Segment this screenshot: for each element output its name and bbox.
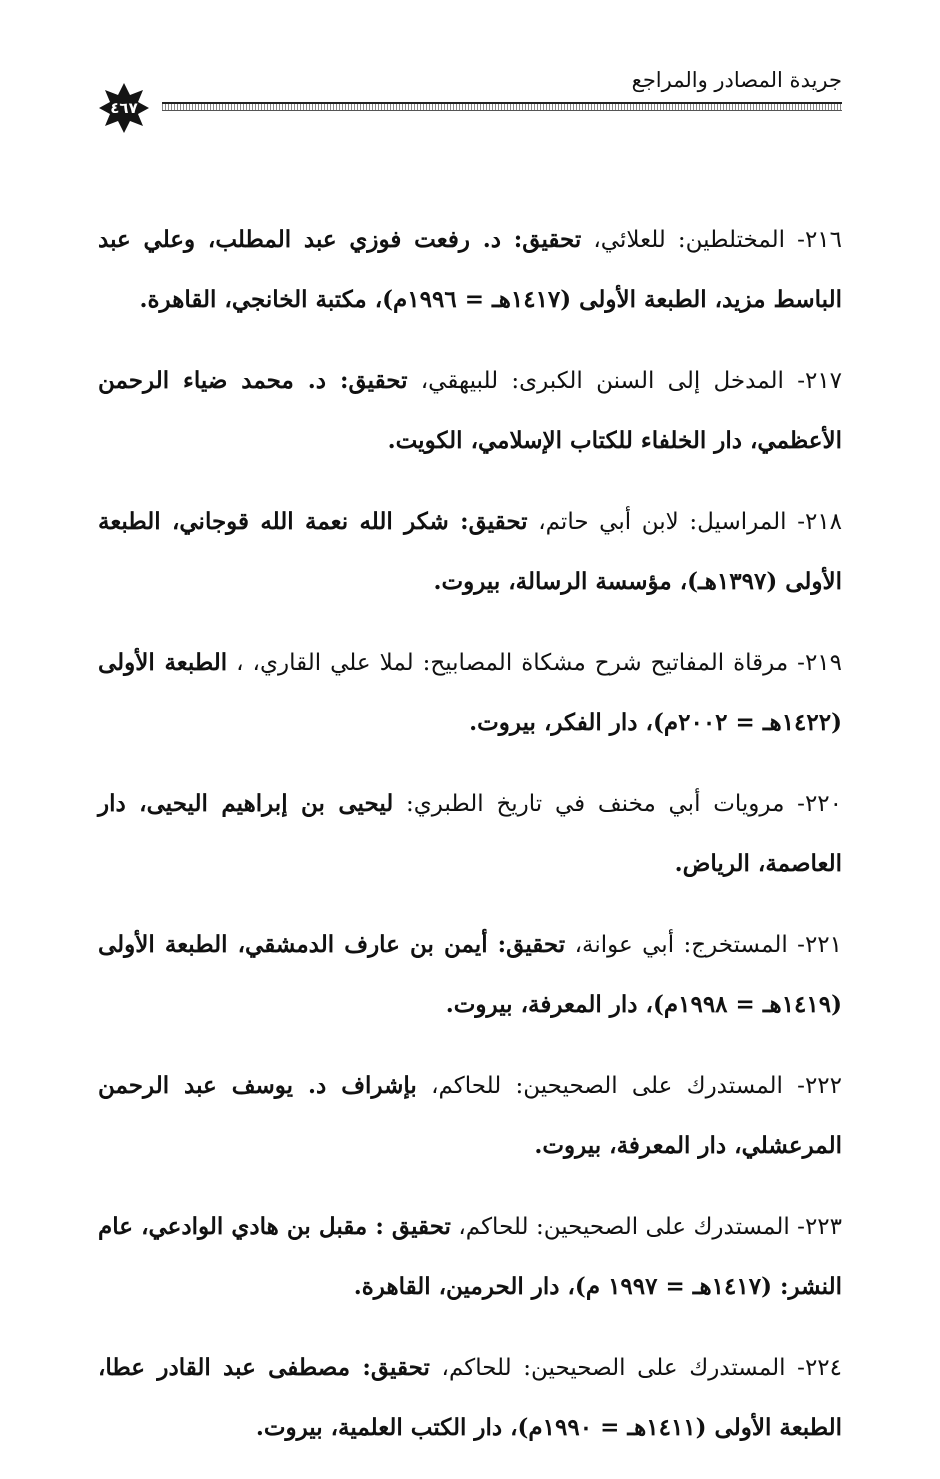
page-header: [98, 60, 842, 130]
bibliography-list: [98, 210, 842, 1479]
bibliography-entry: [98, 210, 842, 330]
entry-number: ٢٢٣-: [797, 1214, 843, 1240]
entry-title: المستخرج: أبي عوانة،: [574, 932, 788, 958]
page-number: ٤٦٧: [110, 99, 138, 117]
bibliography-entry: [98, 633, 842, 753]
page-number-badge: [98, 82, 150, 134]
entry-number: ٢٢٢-: [797, 1073, 843, 1099]
bibliography-entry: [98, 774, 842, 894]
entry-title: المستدرك على الصحيحين: للحاكم،: [441, 1355, 786, 1381]
entry-title: المختلطين: للعلائي،: [593, 227, 786, 253]
entry-number: ٢١٩-: [797, 650, 843, 676]
bibliography-entry: [98, 492, 842, 612]
entry-details: الطبعة الأولى (١٤٢٢هـ = ٢٠٠٢م)، دار الفكر، بيروت.: [98, 649, 842, 736]
entry-number: ٢١٧-: [797, 368, 843, 394]
entry-details: بإشراف د. يوسف عبد الرحمن المرعشلي، دار المعرفة، بيروت.: [98, 1072, 842, 1159]
running-title: جريدة المصادر والمراجع: [631, 68, 842, 92]
entry-details: تحقيق: أيمن بن عارف الدمشقي، الطبعة الأولى (١٤١٩هـ = ١٩٩٨م)، دار المعرفة، بيروت.: [98, 931, 842, 1018]
bibliography-entry: [98, 1197, 842, 1317]
entry-details: تحقيق: د. محمد ضياء الرحمن الأعظمي، دار الخلفاء للكتاب الإسلامي، الكويت.: [98, 367, 842, 454]
entry-title: المستدرك على الصحيحين: للحاكم،: [431, 1073, 783, 1099]
entry-title: مرقاة المفاتيح شرح مشكاة المصابيح: لملا علي القاري، ،: [236, 650, 789, 676]
entry-number: ٢١٨-: [797, 509, 843, 535]
entry-title: المدخل إلى السنن الكبرى: للبيهقي،: [420, 368, 784, 394]
bibliography-entry: [98, 915, 842, 1035]
entry-number: ٢١٦-: [797, 227, 842, 253]
entry-number: ٢٢٠-: [797, 791, 842, 817]
bibliography-entry: [98, 1056, 842, 1176]
entry-details: ليحيى بن إبراهيم اليحيى، دار العاصمة، الرياض.: [98, 790, 842, 877]
entry-title: مرويات أبي مخنف في تاريخ الطبري:: [406, 791, 785, 817]
entry-details: تحقيق: شكر الله نعمة الله قوجاني، الطبعة الأولى (١٣٩٧هـ)، مؤسسة الرسالة، بيروت.: [98, 508, 842, 595]
entry-details: تحقيق : مقبل بن هادي الوادعي، عام النشر: (١٤١٧هـ = ١٩٩٧ م)، دار الحرمين، القاهرة.: [98, 1213, 842, 1300]
bibliography-entry: [98, 1338, 842, 1458]
header-rule: [162, 102, 842, 111]
entry-details: تحقيق: مصطفى عبد القادر عطا، الطبعة الأولى (١٤١١هـ = ١٩٩٠م)، دار الكتب العلمية، بيروت.: [98, 1354, 842, 1441]
entry-number: ٢٢١-: [797, 932, 843, 958]
entry-title: المراسيل: لابن أبي حاتم،: [538, 509, 787, 535]
entry-title: المستدرك على الصحيحين: للحاكم،: [458, 1214, 790, 1240]
entry-details: تحقيق: د. رفعت فوزي عبد المطلب، وعلي عبد الباسط مزيد، الطبعة الأولى (١٤١٧هـ = ١٩٩٦م)، مكتبة الخانجي، القاهرة.: [98, 226, 842, 313]
entry-number: ٢٢٤-: [797, 1355, 843, 1381]
bibliography-entry: [98, 351, 842, 471]
